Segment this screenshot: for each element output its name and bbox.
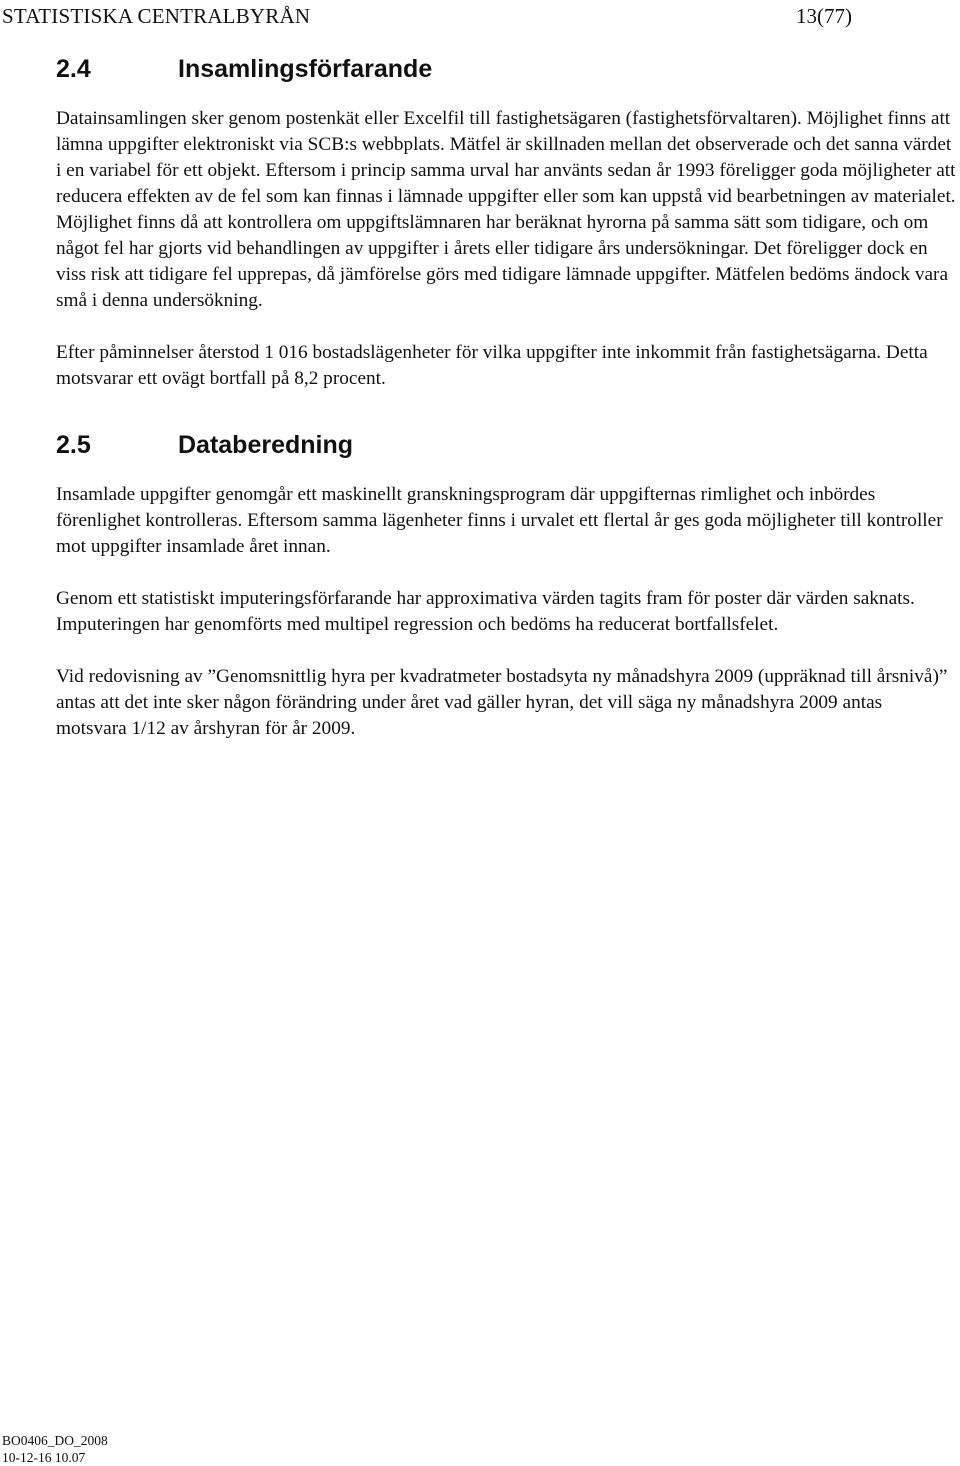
section-heading bbox=[56, 44, 956, 94]
paragraph: Insamlade uppgifter genomgår ett maskinellt granskningsprogram där uppgifternas rimlighet och inbördes förenlighet kontrolleras. Eftersom samma lägenheter finns i urvalet ett flertal år ges goda möjligheter till kontroller mot uppgifter insamlade året innan. bbox=[56, 484, 943, 557]
section-title: Insamlingsförfarande bbox=[178, 55, 433, 83]
section-number: 2.4 bbox=[56, 55, 91, 83]
document-body bbox=[56, 44, 956, 742]
footer-document-id: BO0406_DO_2008 bbox=[2, 1433, 108, 1448]
paragraph: Efter påminnelser återstod 1 016 bostadslägenheter för vilka uppgifter inte inkommit från fastighetsägarna. Detta motsvarar ett ovägt bortfall på 8,2 procent. bbox=[56, 342, 928, 389]
section-insamlingsforfarande bbox=[56, 44, 956, 392]
page-header bbox=[0, 4, 960, 30]
header-page-number: 13(77) bbox=[796, 4, 852, 28]
page-footer bbox=[2, 1432, 108, 1466]
section-number: 2.5 bbox=[56, 431, 91, 459]
paragraph: Vid redovisning av ”Genomsnittlig hyra per kvadratmeter bostadsyta ny månadshyra 2009 (uppräknad till årsnivå)” antas att det inte sker någon förändring under året vad gäller hyran, det vill säga ny månadshyra 2009 antas motsvara 1/12 av årshyran för år 2009. bbox=[56, 666, 948, 739]
section-heading bbox=[56, 420, 956, 470]
footer-date: 10-12-16 10.07 bbox=[2, 1450, 86, 1465]
paragraph: Genom ett statistiskt imputeringsförfarande har approximativa värden tagits fram för poster där värden saknats. Imputeringen har genomförts med multipel regression och bedöms ha reducerat bortfallsfelet. bbox=[56, 588, 915, 635]
section-databeredning bbox=[56, 420, 956, 742]
paragraph: Datainsamlingen sker genom postenkät eller Excelfil till fastighetsägaren (fastighetsförvaltaren). Möjlighet finns att lämna uppgifter elektroniskt via SCB:s webbplats. Mätfel är skillnaden mellan det observerade och det sanna värdet i en variabel för ett objekt. Eftersom i princip samma urval har använts sedan år 1993 föreligger goda möjligheter att reducera effekten av de fel som kan finnas i lämnade uppgifter eller som kan uppstå vid bearbetningen av materialet. Möjlighet finns då att kontrollera om uppgiftslämnaren har beräknat hyrorna på samma sätt som tidigare, och om något fel har gjorts vid behandlingen av uppgifter i årets eller tidigare års undersökningar. Det föreligger dock en viss risk att tidigare fel upprepas, då jämförelse görs med tidigare lämnade uppgifter. Mätfelen bedöms ändock vara små i denna undersökning. bbox=[56, 108, 956, 311]
header-organization: STATISTISKA CENTRALBYRÅN bbox=[2, 4, 311, 28]
section-title: Databeredning bbox=[178, 431, 354, 459]
